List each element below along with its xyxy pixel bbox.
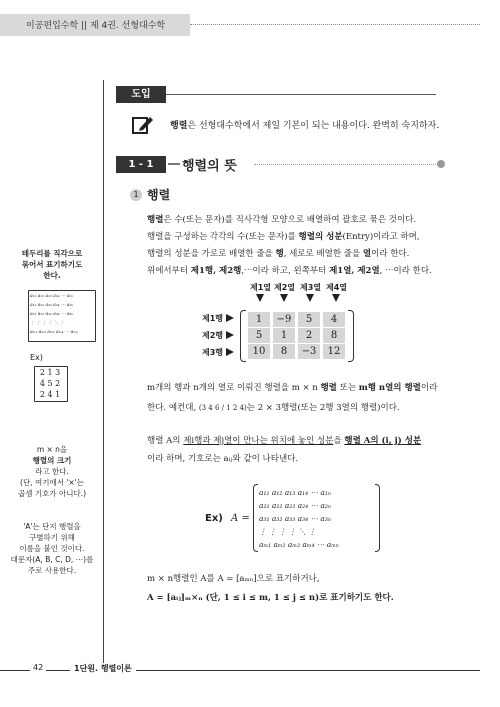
col-label-3: 제3열 (300, 283, 322, 292)
margin-rule (103, 80, 104, 670)
comp-line-2: 이라 하며, 기호로는 aᵢⱼ와 같이 나타낸다. (147, 454, 299, 464)
matrix-cell: 8 (273, 344, 295, 359)
matrix-right-bracket (348, 310, 354, 362)
topic-number: 1 (130, 189, 142, 201)
subsection-tag: 1 - 1 (116, 156, 166, 173)
sidebar-note-line: 행렬의 크기 (32, 456, 72, 465)
arrow-down-icon (256, 294, 264, 302)
section-tag: 도입 (116, 86, 166, 103)
body-line-2: 행렬을 구성하는 각각의 수(또는 문자)를 행렬의 성분(Entry)이라고 하며, (147, 232, 420, 242)
row-label-2: 제2행 (202, 331, 224, 340)
page-footer (0, 663, 500, 677)
sidebar-ex-row: 4 5 2 (39, 379, 61, 388)
matrix-cell: −9 (273, 312, 295, 327)
sidebar-note-line: m × n을 (36, 445, 68, 454)
row-label-1: 제1행 (202, 314, 224, 323)
ex-matrix-row: aₘ₁ aₘ₂ aₘ₃ aₘ₄ ⋯ aₘₙ (259, 540, 339, 549)
sidebar-note-line: 묶어서 표기하기도 (21, 260, 83, 269)
section-rule (166, 94, 436, 95)
body-line-3: 행렬의 성분을 가로로 배열한 줄을 행, 세로로 배열한 줄을 열이라 한다. (147, 249, 410, 259)
matrix-cell: 12 (323, 344, 345, 359)
matrix-cell: 5 (298, 312, 320, 327)
ex-matrix (259, 486, 375, 551)
ex-label: Ex) (205, 513, 223, 524)
arrow-down-icon (306, 294, 314, 302)
sidebar-matrix-row: a₃₁ a₃₂ a₃₃ a₃₄ ⋯ a₃ₙ (30, 312, 74, 317)
body-line-4: 위에서부터 제1행, 제2행,⋯이라 하고, 왼쪽부터 제1열, 제2열, ⋯이라 한다. (147, 266, 432, 276)
sidebar-note-line: 이름을 붙인 것이다. (19, 544, 85, 553)
subsection-rule (254, 164, 440, 165)
sidebar-matrix-bracketed (30, 292, 94, 337)
topic-title: 행렬 (147, 188, 171, 202)
ex-matrix-row: a₂₁ a₂₂ a₂₃ a₂₄ ⋯ a₂ₙ (259, 501, 331, 510)
arrow-right-icon (226, 314, 234, 322)
pencil-icon (132, 115, 154, 135)
col-label-4: 제4열 (326, 283, 348, 292)
page-header (0, 14, 500, 36)
sidebar-note-line: 대문자(A, B, C, D, ⋯)를 (10, 555, 94, 564)
row-label-3: 제3행 (202, 348, 224, 357)
matrix-cell: 10 (248, 344, 270, 359)
sidebar-matrix-row: a₂₁ a₂₂ a₂₃ a₂₄ ⋯ a₂ₙ (30, 303, 74, 308)
ex-matrix-row: a₁₁ a₁₂ a₁₃ a₁₄ ⋯ a₁ₙ (259, 488, 331, 497)
comp-line-1: 행렬 A의 제i행과 제j열이 만나는 위치에 놓인 성분을 행렬 A의 (i, j) 성분 (147, 436, 422, 446)
matrix-cell: 2 (298, 328, 320, 343)
notation-line-1: m × n행렬인 A를 A = [aₘₙ]으로 표기하거나, (147, 574, 320, 584)
body-line-1: 행렬은 수(또는 문자)를 직사각형 모양으로 배열하여 괄호로 묶은 것이다. (147, 215, 417, 225)
col-label-1: 제1열 (250, 283, 272, 292)
subsection-title: 행렬의 뜻 (182, 159, 237, 174)
matrix-cell: −3 (298, 344, 320, 359)
sidebar-note-bracket (6, 248, 98, 281)
sidebar-matrix-row: aₘ₁ aₘ₂ aₘ₃ aₘ₄ ⋯ aₘₙ (30, 330, 78, 335)
sidebar-note-name (6, 521, 98, 576)
arrow-right-icon (226, 348, 234, 356)
arrow-down-icon (332, 294, 340, 302)
ex-matrix-row: ⋮ ⋮ ⋮ ⋮ ⋱ ⋮ (259, 527, 316, 536)
subsection-dash (168, 163, 180, 165)
sidebar-note-line: 'A'는 단지 행렬을 (23, 522, 81, 531)
sidebar-note-line: 한다. (43, 271, 61, 280)
matrix-cell: 1 (248, 312, 270, 327)
sidebar-ex-row: 2 1 3 (39, 368, 61, 377)
ex-left-bracket (253, 484, 258, 552)
mn-line-1: m개의 행과 n개의 열로 이뤄진 행렬을 m × n 행렬 또는 m행 n열의 행렬이라 (147, 383, 438, 393)
intro-text: 행렬은 선형대수학에서 제일 기본이 되는 내용이다. 완벽히 숙지하자. (170, 121, 440, 131)
sidebar-note-line: 주로 사용한다. (27, 566, 77, 575)
arrow-down-icon (280, 294, 288, 302)
sidebar-note-line: 테두리를 직각으로 (21, 249, 83, 258)
sidebar-ex-matrix (36, 367, 64, 400)
matrix-cell: 1 (273, 328, 295, 343)
ex-matrix-row: a₃₁ a₃₂ a₃₃ a₃₄ ⋯ a₃ₙ (259, 514, 331, 523)
matrix-left-bracket (240, 310, 246, 362)
notation-line-2: A = [aᵢⱼ]ₘ×ₙ (단, 1 ≤ i ≤ m, 1 ≤ j ≤ n)로 표기하기도 한다. (147, 593, 394, 603)
sidebar-note-line: 구별하기 위해 (29, 533, 75, 542)
ex-lhs: A = (231, 513, 250, 524)
sidebar-note-line: (단, 여기에서 '×'는 (20, 478, 84, 487)
arrow-right-icon (226, 331, 234, 339)
footer-chapter: 1단원. 행렬이론 (70, 663, 136, 674)
header-text: 이공편입수학 || 제 4권. 선형대수학 (26, 21, 166, 31)
ex-right-bracket (375, 484, 380, 552)
sidebar-ex-row: 2 4 1 (39, 390, 61, 399)
mn-line-2: 한다. 예컨대, (3 4 6 / 1 2 4)는 2 × 3행렬(또는 2행 3열의 행렬)이다. (147, 403, 400, 413)
subsection-dot (437, 160, 445, 168)
matrix-cell: 5 (248, 328, 270, 343)
sidebar-ex-label: Ex) (30, 353, 43, 362)
matrix-cell: 4 (323, 312, 345, 327)
header-rule (190, 24, 480, 25)
matrix-cell: 8 (323, 328, 345, 343)
sidebar-matrix-row: a₁₁ a₁₂ a₁₃ a₁₄ ⋯ a₁ₙ (30, 294, 74, 299)
sidebar-matrix-row: ⋮ ⋮ ⋮ ⋮ ⋱ ⋮ (30, 321, 65, 326)
col-label-2: 제2열 (274, 283, 296, 292)
sidebar-note-size (6, 444, 98, 499)
page-number: 42 (30, 663, 46, 672)
sidebar-note-line: 곱셈 기호가 아니다.) (17, 489, 87, 498)
sidebar-note-line: 라고 한다. (35, 467, 69, 476)
